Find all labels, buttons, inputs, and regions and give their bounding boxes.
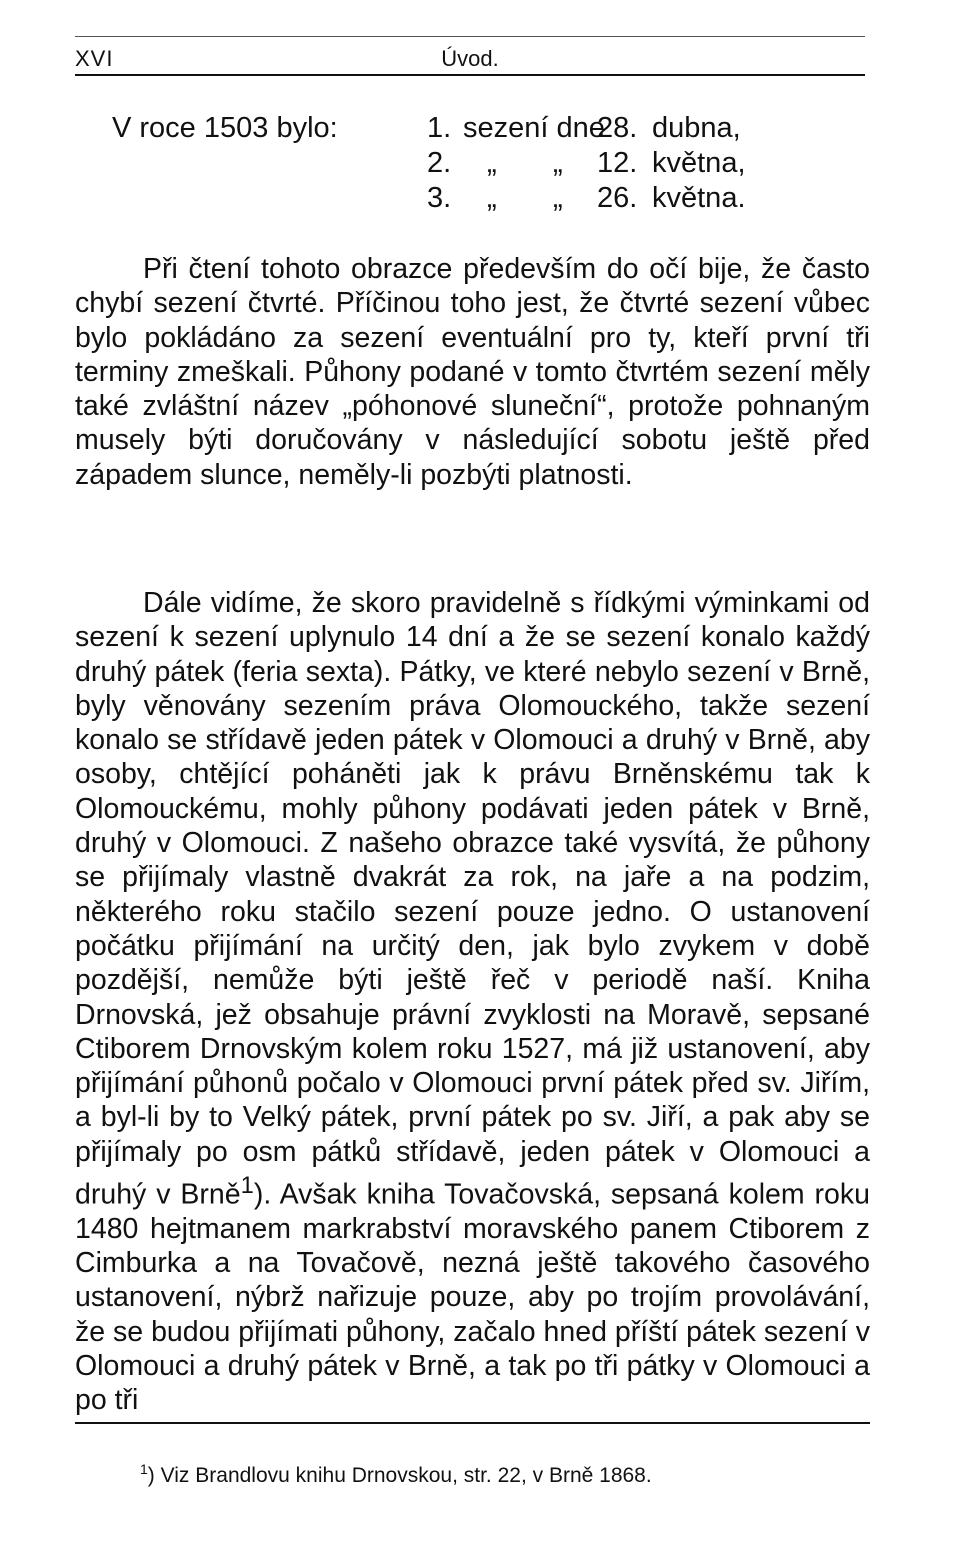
schedule-ditto: „ „ [487,182,563,214]
schedule-month: dubna, [652,112,741,144]
page-number: XVI [75,46,114,71]
schedule-number: 1. [427,112,452,144]
paragraph-fourth-session: Při čtení tohoto obrazce především do očí bije, že často chybí sezení čtvrté. Příčinou toho jest, že čtvrté sezení vůbec bylo pokládáno za sezení eventuální pro ty, kteří první tři terminy zmeškali. Půhony podané v tomto čtvrtém sezení měly také zvláštní název „póhonové sluneční“, protože pohnaným musely býti doručovány v následující sobotu ještě před západem slunce, neměly-li pozbýti platnosti. [75,253,870,491]
schedule-date: 12. [597,147,638,179]
schedule-date: 28. [597,112,638,144]
footnote-marker: 1 [140,1461,148,1477]
footnote [140,1456,652,1489]
paragraph-text-continued: ). Avšak kniha Tovačovská, sepsaná kolem roku 1480 hejtmanem markrabství moravského panem Ctiborem z Cimburka a na Tovačově, nezná ještě takového časového ustanovení, nýbrž nařizuje pouze, aby po trojím provolávání, že se budou přijímati půhony, začalo hned příští pátek sezení v Olomouci a druhý pátek v Brně, a tak po tři pátky v Olomouci a po tři [75,1178,870,1417]
footnote-rule [75,1422,870,1424]
running-header [75,40,865,76]
paragraph-text: Dále vidíme, že skoro pravidelně s řídkými výminkami od sezení k sezení uplynulo 14 dní a že se sezení konalo každý druhý pátek (feria sexta). Pátky, ve které nebylo sezení v Brně, byly věnovány sezením práva Olomouckého, takže sezení konalo se střídavě jeden pátek v Olomouci a druhý v Brně, aby osoby, chtějící poháněti jak k právu Brněnskému tak k Olomouckému, mohly půhony podávati jeden pátek v Brně, druhý v Olomouci. Z našeho obrazce také vysvítá, že půhony se přijímaly vlastně dvakrát za rok, na jaře a na podzim, některého roku stačilo sezení pouze jedno. O ustanovení počátku přijímání na určitý den, jak bylo zvykem v době pozdější, nemůže býti ještě řeč v periodě naší. Kniha Drnovská, jež obsahuje právní zvyklosti na Moravě, sepsané Ctiborem Drnovským kolem roku 1527, má již ustanovení, aby přijímání půhonů počalo v Olomouci první pátek před sv. Jiřím, a byl-li by to Velký pátek, první pátek po sv. Jiří, a pak aby se přijímaly po osm pátků střídavě, jeden pátek v Olomouci a druhý v Brně [75,587,870,1211]
schedule-ditto: „ „ [487,147,563,179]
schedule-number: 2. [427,147,452,179]
schedule-word: sezení dne [463,112,605,144]
footnote-marker-close: ) [147,1464,155,1487]
schedule-month: května, [652,147,746,179]
schedule-number: 3. [427,182,452,214]
schedule-intro: V roce 1503 bylo: [112,112,338,144]
paragraph-session-intervals [75,586,870,1418]
top-rule [75,36,865,37]
running-title: Úvod. [441,46,499,71]
footnote-reference[interactable]: 1 [240,1172,254,1200]
footnote-text: Viz Brandlovu knihu Drnovskou, str. 22, v Brně 1868. [160,1464,652,1487]
schedule-month: května. [652,182,746,214]
schedule-date: 26. [597,182,638,214]
